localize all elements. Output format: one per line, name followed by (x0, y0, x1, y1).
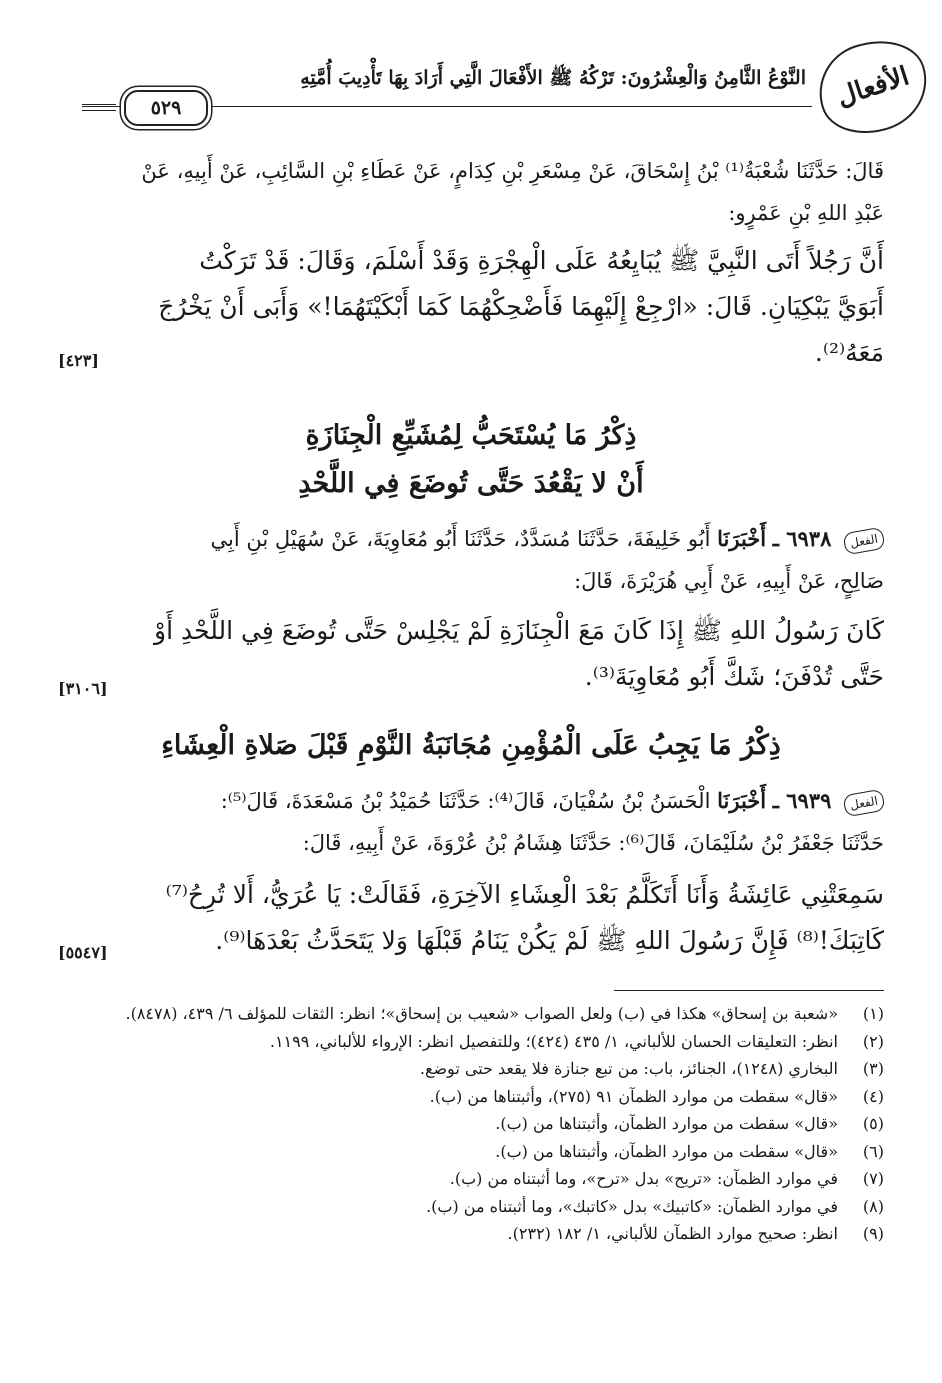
matn-passage (58, 238, 884, 376)
section-badge (807, 27, 939, 147)
footnote (58, 1055, 884, 1083)
hadith-number: ٦٩٣٩ ـ (772, 788, 832, 813)
footnote (58, 1083, 884, 1111)
hadith-tag: الفعل (842, 788, 885, 817)
header-rule-left-2 (82, 110, 116, 111)
matn-line: مَعَهُ⁽²⁾. (814, 338, 884, 367)
footnote-separator (614, 990, 884, 991)
matn-line: أَبَوَيَّ يَبْكِيَانِ. قَالَ: «ارْجِعْ إِلَيْهِمَا فَأَضْحِكْهُمَا كَمَا أَبْكَيْتَهُمَا!» وَأَبَى أَنْ يَخْرُجَ (158, 292, 884, 321)
matn-line: سَمِعَتْنِي عَائِشَةُ وَأَنَا أَتَكَلَّمُ بَعْدَ الْعِشَاءِ الآخِرَةِ، فَقَالَتْ: يَا عُرَيُّ، أَلا تُرِحُ⁽⁷⁾ (165, 880, 884, 909)
footnote-number: (٦) (862, 1141, 884, 1161)
footnote-text: انظر: صحيح موارد الظمآن للألباني، ١/ ١٨٢ (٢٣٢). (507, 1224, 838, 1243)
section-badge-label: الأفعال (833, 61, 913, 113)
footnote-number: (٢) (862, 1031, 884, 1051)
isnad-continuation (58, 150, 884, 234)
header-rule-left (82, 104, 116, 105)
hadith-reference: [٥٥٤٧] (58, 943, 108, 962)
footnote-number: (٧) (862, 1169, 884, 1188)
footnote-text: في موارد الظمآن: «تريح» بدل «ترح»، وما أثبتناه من (ب). (449, 1169, 838, 1188)
footnote-text: «قال» سقطت من موارد الظمآن، وأثبتناها من (ب). (495, 1114, 838, 1133)
chapter-heading-line: أَنْ لا يَقْعُدَ حَتَّى تُوضَعَ فِي اللَّحْدِ (298, 468, 644, 499)
page-number-frame (124, 90, 208, 126)
hadith-6938-isnad (58, 518, 884, 602)
running-title: النَّوْعُ الثَّامِنُ وَالْعِشْرُونَ: تَرْكُهُ ﷺ الأَفْعَالَ الَّتِي أَرَادَ بِهَا تَأْدِيبَ أُمَّتِهِ (300, 67, 806, 89)
chapter-heading-line: ذِكْرُ مَا يُسْتَحَبُّ لِمُشَيِّعِ الْجِنَازَةِ (305, 420, 637, 451)
chapter-heading (0, 412, 942, 508)
footnote (58, 1220, 884, 1248)
hadith-lead: أَخْبَرَنَا (717, 788, 767, 813)
matn-line: كَاتِبَكَ!⁽⁸⁾ فَإِنَّ رَسُولَ اللهِ ﷺ لَمْ يَكُنْ يَنَامُ قَبْلَهَا وَلا يَتَحَدَّثُ بَعْدَهَا⁽⁹⁾. (215, 926, 884, 955)
footnote-text: «قال» سقطت من موارد الظمآن ٩١ (٢٧٥)، وأثبتناها من (ب). (429, 1086, 838, 1106)
footnote-text: انظر: التعليقات الحسان للألباني، ١/ ٤٣٥ (٤٢٤)؛ وللتفصيل انظر: الإرواء للألباني، ١١٩٩. (269, 1031, 838, 1051)
isnad-line (58, 780, 884, 822)
footnote (58, 1165, 884, 1193)
matn-line: أَنَّ رَجُلاً أَتَى النَّبِيَّ ﷺ يُبَايِعُهُ عَلَى الْهِجْرَةِ وَقَدْ أَسْلَمَ، وَقَالَ: قَدْ تَرَكْتُ (199, 246, 884, 275)
hadith-tag: الفعل (842, 526, 885, 555)
hadith-6938-matn (58, 608, 884, 700)
page-header (82, 40, 913, 130)
chapter-heading-line: ذِكْرُ مَا يَجِبُ عَلَى الْمُؤْمِنِ مُجَانَبَةُ النَّوْمِ قَبْلَ صَلاةِ الْعِشَاءِ (161, 730, 781, 761)
footnote-number: (١) (862, 1004, 884, 1023)
footnote-number: (٣) (862, 1059, 884, 1078)
hadith-lead: أَخْبَرَنَا (717, 526, 767, 551)
footnote-text: «شعبة بن إسحاق» هكذا في (ب) ولعل الصواب «شعيب بن إسحاق»؛ انظر: الثقات للمؤلف ٦/ ٤٣٩، (٨٤٧٨). (125, 1004, 838, 1023)
footnote-number: (٨) (862, 1196, 884, 1216)
footnote-number: (٥) (862, 1114, 884, 1133)
isnad-line: عَبْدِ اللهِ بْنِ عَمْرٍو: (728, 201, 884, 225)
page-number: ٥٢٩ (150, 97, 182, 119)
isnad-line (58, 518, 884, 560)
hadith-6939-isnad (58, 780, 884, 864)
footnote (58, 1000, 884, 1028)
hadith-reference: [٤٢٣] (58, 351, 99, 370)
footnote (58, 1110, 884, 1138)
hadith-reference: [٣١٠٦] (58, 679, 108, 698)
footnote (58, 1028, 884, 1056)
footnote (58, 1193, 884, 1221)
footnote-text: «قال» سقطت من موارد الظمآن، وأثبتناها من (ب). (495, 1141, 838, 1161)
hadith-6939-matn (58, 872, 884, 964)
footnotes (58, 1000, 884, 1248)
footnote-text: البخاري (١٢٤٨)، الجنائز، باب: من تبع جنازة فلا يقعد حتى توضع. (419, 1059, 838, 1078)
isnad-text: الْحَسَنُ بْنُ سُفْيَانَ، قَالَ⁽⁴⁾: حَدَّثَنَا حُمَيْدُ بْنُ مَسْعَدَةَ، قَالَ⁽⁵⁾: (220, 789, 711, 813)
footnote-number: (٤) (862, 1086, 884, 1106)
footnote (58, 1138, 884, 1166)
chapter-heading (0, 722, 942, 770)
footnote-text: في موارد الظمآن: «كاتبيك» بدل «كاتبك»، وما أثبتناه من (ب). (426, 1196, 838, 1216)
matn-line: حَتَّى تُدْفَنَ؛ شَكَّ أَبُو مُعَاوِيَةَ⁽³⁾. (584, 662, 884, 691)
isnad-text: أَبُو خَلِيفَةَ، حَدَّثَنَا مُسَدَّدٌ، حَدَّثَنَا أَبُو مُعَاوِيَةَ، عَنْ سُهَيْلِ بْنِ أَبِي (210, 527, 711, 551)
isnad-line: حَدَّثَنَا جَعْفَرُ بْنُ سُلَيْمَانَ، قَالَ⁽⁶⁾: حَدَّثَنَا هِشَامُ بْنُ عُرْوَةَ، عَنْ أَبِيهِ، قَالَ: (302, 831, 884, 855)
footnote-number: (٩) (862, 1224, 884, 1243)
isnad-line: صَالِحٍ، عَنْ أَبِيهِ، عَنْ أَبِي هُرَيْرَةَ، قَالَ: (574, 569, 884, 593)
isnad-line: قَالَ: حَدَّثَنَا شُعْبَةُ⁽¹⁾ بْنُ إِسْحَاقَ، عَنْ مِسْعَرِ بْنِ كِدَامٍ، عَنْ عَطَاءِ بْنِ السَّائِبِ، عَنْ أَبِيهِ، عَنْ (141, 159, 884, 183)
matn-line: كَانَ رَسُولُ اللهِ ﷺ إِذَا كَانَ مَعَ الْجِنَازَةِ لَمْ يَجْلِسْ حَتَّى تُوضَعَ فِي اللَّحْدِ أَوْ (154, 616, 884, 645)
hadith-number: ٦٩٣٨ ـ (772, 526, 832, 551)
